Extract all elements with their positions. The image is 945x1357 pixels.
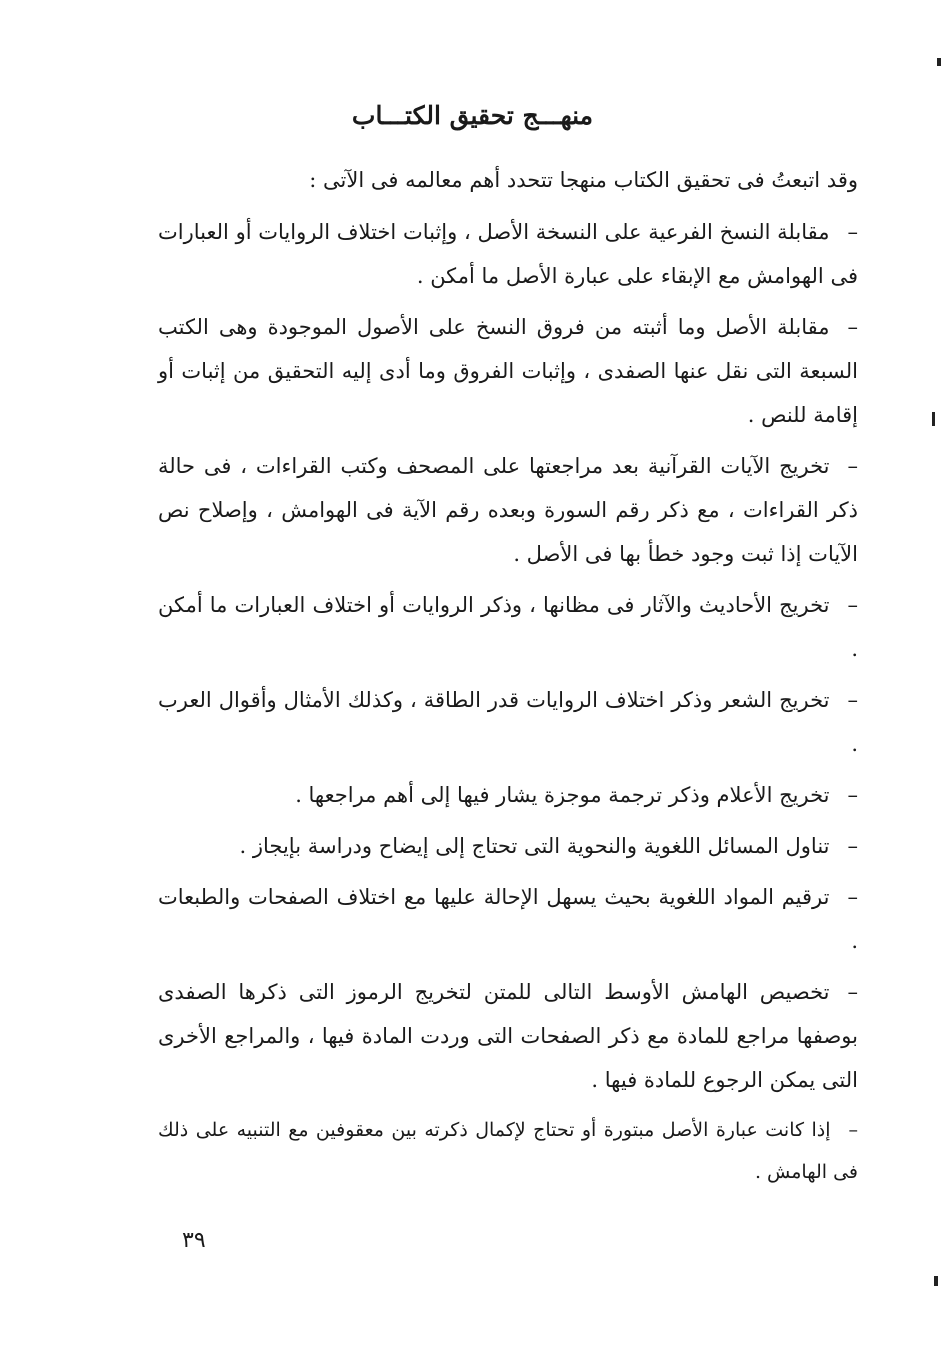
list-item [158,583,858,671]
list-item-text: مقابلة النسخ الفرعية على النسخة الأصل ، وإثبات اختلاف الروايات أو العبارات فى الهوامش مع الإبقاء على عبارة الأصل ما أمكن . [158,220,858,288]
page-title: منهـــج تحقيق الكتـــاب [351,101,594,130]
dash-bullet: – [847,454,858,478]
list-item [158,773,858,817]
dash-bullet: – [847,593,858,617]
dash-bullet: – [847,220,858,244]
dash-bullet: – [847,885,858,909]
list-item [158,970,858,1102]
list-item [158,444,858,576]
list-item-text: تخريج الأعلام وذكر ترجمة موجزة يشار فيها إلى أهم مراجعها . [295,783,830,807]
scan-edge-mark [937,58,941,66]
list-item-text: تناول المسائل اللغوية والنحوية التى تحتاج إلى إيضاح ودراسة بإيجاز . [239,834,830,858]
list-item-text: ترقيم المواد اللغوية بحيث يسهل الإحالة عليها مع اختلاف الصفحات والطبعات . [158,885,858,953]
scan-edge-mark [934,1276,938,1286]
page-number: ٣٩ [182,1228,206,1253]
intro-paragraph: وقد اتبعتُ فى تحقيق الكتاب منهجا تتحدد أهم معالمه فى الآتى : [309,168,858,192]
list-item-text: تخريج الأحاديث والآثار فى مظانها ، وذكر الروايات أو اختلاف العبارات ما أمكن . [158,593,858,661]
list-item [158,875,858,963]
dash-bullet: – [847,980,858,1004]
list-item-text: إذا كانت عبارة الأصل مبتورة أو تحتاج لإكمال ذكرته بين معقوفين مع التنبيه على ذلك فى الهامش . [158,1119,858,1183]
list-item [158,824,858,868]
list-item [158,1109,858,1193]
list-item [158,305,858,437]
dash-bullet: – [847,315,858,339]
list-item [158,210,858,298]
list-item-text: تخريج الآيات القرآنية بعد مراجعتها على المصحف وكتب القراءات ، فى حالة ذكر القراءات ، مع ذكر رقم السورة وبعده رقم الآية فى الهوامش ، وإصلاح نص الآيات إذا ثبت وجود خطأ بها فى الأصل . [158,454,858,566]
dash-bullet: – [847,688,858,712]
dash-bullet: – [848,1119,858,1141]
scan-edge-mark [932,412,935,426]
dash-bullet: – [847,834,858,858]
intro-block [158,158,858,202]
dash-bullet: – [847,783,858,807]
list-item-text: تخريج الشعر وذكر اختلاف الروايات قدر الطاقة ، وكذلك الأمثال وأقوال العرب . [158,688,858,756]
list-item [158,678,858,766]
list-item-text: مقابلة الأصل وما أثبته من فروق النسخ على الأصول الموجودة وهى الكتب السبعة التى نقل عنها الصفدى ، وإثبات الفروق وما أدى إليه التحقيق من إثبات أو إقامة للنص . [158,315,858,427]
list-item-text: تخصيص الهامش الأوسط التالى للمتن لتخريج الرموز التى ذكرها الصفدى بوصفها مراجع للمادة مع ذكر الصفحات التى وردت المادة فيها ، والمراجع الأخرى التى يمكن الرجوع للمادة فيها . [158,980,858,1092]
methodology-list [158,210,858,1200]
